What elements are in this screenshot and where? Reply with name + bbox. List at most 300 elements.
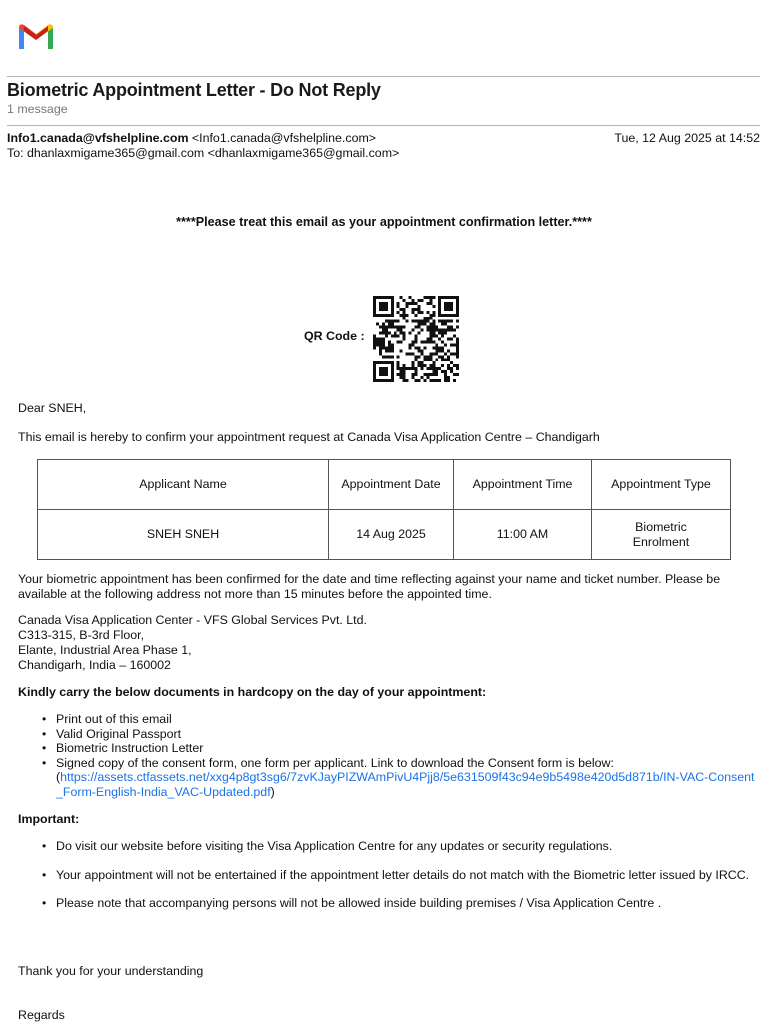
qr-module [453,343,456,346]
qr-module [426,311,429,314]
table-row [38,510,731,560]
qr-module [429,317,432,320]
qr-module [412,364,415,367]
qr-module [444,302,447,305]
qr-module [438,349,441,352]
qr-module [447,326,450,329]
qr-module [432,379,435,382]
qr-module [456,296,459,299]
qr-module [444,343,447,346]
qr-module [420,329,423,332]
qr-module [385,296,388,299]
list-item: • Biometric Instruction Letter [18,741,758,756]
qr-module [400,326,403,329]
qr-module [382,338,385,341]
qr-module [388,323,391,326]
qr-module [379,340,382,343]
qr-module [432,335,435,338]
qr-module [415,358,418,361]
qr-module [447,314,450,317]
qr-module [417,355,420,358]
qr-module [438,305,441,308]
qr-module [388,343,391,346]
qr-module [397,355,400,358]
qr-module [441,346,444,349]
centre-address [18,613,367,673]
qr-module [388,355,391,358]
qr-module [376,340,379,343]
qr-module [373,373,376,376]
qr-module [379,302,382,305]
qr-module [379,349,382,352]
qr-module [379,373,382,376]
address-line: Elante, Industrial Area Phase 1, [18,643,192,657]
qr-module [432,340,435,343]
qr-module [382,332,385,335]
qr-module [382,296,385,299]
table-header: Appointment Time [454,460,592,510]
qr-module [376,296,379,299]
qr-module [385,367,388,370]
qr-module [456,305,459,308]
qr-module [423,340,426,343]
qr-module [435,358,438,361]
sender-line [7,131,376,145]
qr-module [426,329,429,332]
qr-module [435,343,438,346]
qr-module [412,311,415,314]
qr-module [435,379,438,382]
address-line: C313-315, B-3rd Floor, [18,628,145,642]
email-date: Tue, 12 Aug 2025 at 14:52 [614,131,760,145]
subject-divider [7,125,760,126]
qr-module [406,379,409,382]
qr-module [435,367,438,370]
qr-module [456,311,459,314]
qr-module [409,332,412,335]
consent-text: Signed copy of the consent form, one form per applicant. Link to download the Consent form is below: [56,755,614,770]
qr-module [415,308,418,311]
qr-module [429,340,432,343]
qr-module [441,364,444,367]
qr-module [435,335,438,338]
qr-module [373,370,376,373]
qr-module [456,367,459,370]
qr-module [400,349,403,352]
qr-module [382,326,385,329]
qr-module [412,302,415,305]
qr-module [412,299,415,302]
qr-module [432,323,435,326]
qr-module [429,314,432,317]
qr-module [435,370,438,373]
qr-module [456,352,459,355]
qr-module [415,326,418,329]
qr-module [415,340,418,343]
qr-module [391,346,394,349]
qr-module [456,364,459,367]
qr-module [444,323,447,326]
qr-module [420,349,423,352]
qr-module [444,308,447,311]
qr-module [391,314,394,317]
gmail-logo-icon [16,20,56,52]
qr-module [423,296,426,299]
qr-module [447,296,450,299]
qr-module [403,299,406,302]
qr-module [447,305,450,308]
qr-module [432,373,435,376]
qr-module [379,379,382,382]
qr-module [426,302,429,305]
qr-module [415,367,418,370]
qr-module [420,299,423,302]
qr-module [447,355,450,358]
qr-module [379,370,382,373]
qr-module [426,338,429,341]
qr-module [373,340,376,343]
qr-module [385,302,388,305]
list-item: • Your appointment will not be entertained if the appointment letter details do not match with the Biometric letter issued by IRCC. [18,868,758,883]
qr-module [385,355,388,358]
qr-module [444,376,447,379]
qr-module [435,329,438,332]
qr-module [394,320,397,323]
qr-module [397,367,400,370]
qr-module [373,305,376,308]
table-header-row [38,460,731,510]
qr-module [456,299,459,302]
qr-module [438,367,441,370]
qr-module [391,370,394,373]
documents-list [18,712,758,800]
qr-module [412,373,415,376]
qr-module [412,320,415,323]
qr-module [426,373,429,376]
qr-module [373,335,376,338]
qr-module [379,352,382,355]
qr-module [429,364,432,367]
qr-module [406,352,409,355]
qr-module [441,320,444,323]
qr-module [453,314,456,317]
qr-module [438,346,441,349]
qr-module [441,296,444,299]
qr-module [388,296,391,299]
qr-module [412,367,415,370]
qr-module [379,305,382,308]
qr-module [412,329,415,332]
qr-module [450,343,453,346]
qr-module [426,355,429,358]
qr-module [382,355,385,358]
qr-module [435,346,438,349]
qr-module [391,323,394,326]
qr-module [409,352,412,355]
qr-module [426,376,429,379]
qr-module [391,367,394,370]
qr-module [426,296,429,299]
qr-module [429,302,432,305]
qr-module [420,311,423,314]
qr-module [438,379,441,382]
qr-module [385,305,388,308]
qr-module [382,379,385,382]
qr-module [397,305,400,308]
qr-module [450,367,453,370]
qr-module [373,308,376,311]
list-item: • Do visit our website before visiting the Visa Application Centre for any updates or security regulations. [18,839,758,854]
header-divider [7,76,760,77]
qr-module [438,320,441,323]
qr-module [400,314,403,317]
qr-module [438,302,441,305]
qr-module [406,320,409,323]
qr-module [423,373,426,376]
qr-module [391,379,394,382]
qr-module [391,361,394,364]
qr-module [456,338,459,341]
qr-module [450,302,453,305]
qr-module [403,373,406,376]
address-line: Chandigarh, India – 160002 [18,658,171,672]
qr-module [391,302,394,305]
sender-name[interactable]: Info1.canada@vfshelpline.com [7,131,189,145]
qr-module [453,364,456,367]
confirmation-text: Your biometric appointment has been confirmed for the date and time reflecting against your name and ticket number. Please be available at the following address not more than 15 minutes before the appointed time. [18,572,721,601]
qr-module [456,314,459,317]
qr-module [382,305,385,308]
qr-module [400,373,403,376]
qr-module [397,364,400,367]
qr-module [450,352,453,355]
qr-module [406,305,409,308]
qr-module [385,320,388,323]
qr-module [426,317,429,320]
qr-module [379,308,382,311]
qr-module [453,335,456,338]
qr-module [423,320,426,323]
qr-module [382,340,385,343]
qr-module [397,302,400,305]
qr-module [379,346,382,349]
qr-module [423,323,426,326]
qr-module [415,370,418,373]
qr-module [373,367,376,370]
qr-module [453,373,456,376]
qr-module [441,335,444,338]
qr-module [438,308,441,311]
qr-module [406,314,409,317]
qr-module [447,367,450,370]
qr-module [426,320,429,323]
qr-module [444,379,447,382]
qr-module [394,335,397,338]
qr-module [441,329,444,332]
qr-module [385,370,388,373]
qr-module [429,352,432,355]
qr-module [388,349,391,352]
qr-module [420,367,423,370]
qr-module [388,346,391,349]
qr-module [432,320,435,323]
qr-module [423,355,426,358]
qr-module [438,311,441,314]
important-heading: Important: [18,812,80,826]
thanks-text: Thank you for your understanding [18,964,204,978]
address-line: Canada Visa Application Center - VFS Global Services Pvt. Ltd. [18,613,367,627]
qr-module [417,349,420,352]
qr-module [429,373,432,376]
qr-module [415,314,418,317]
qr-module [412,361,415,364]
qr-module [403,332,406,335]
qr-module [391,320,394,323]
qr-module [382,373,385,376]
qr-module [388,379,391,382]
qr-module [420,364,423,367]
qr-module [456,308,459,311]
qr-module [450,314,453,317]
qr-module [382,361,385,364]
qr-module [391,326,394,329]
qr-module [403,326,406,329]
qr-module [441,323,444,326]
qr-module [403,370,406,373]
qr-module [379,314,382,317]
qr-module [400,370,403,373]
qr-module [441,355,444,358]
qr-module [373,302,376,305]
qr-module [456,346,459,349]
qr-module [426,326,429,329]
qr-module [456,340,459,343]
qr-module [444,296,447,299]
qr-module [397,335,400,338]
qr-module [444,352,447,355]
qr-module [409,296,412,299]
qr-module [409,367,412,370]
qr-module [447,320,450,323]
list-item-consent: • Signed copy of the consent form, one form per applicant. Link to download the Consent form is below: (https://assets.ctfassets.net/xxg4p8gt3sg6/7zvKJayPIZWAmPivU4Pjj8/5e631509f43c94e9b5498e420d5d871b/IN-VAC-Consent_Form-English-India_VAC-Updated.pdf) [18,756,758,800]
qr-module [400,296,403,299]
qr-module [432,296,435,299]
qr-module [429,299,432,302]
qr-module [385,335,388,338]
qr-module [441,358,444,361]
qr-module [432,305,435,308]
qr-module [420,340,423,343]
qr-module [373,343,376,346]
qr-module [391,373,394,376]
qr-module [426,358,429,361]
qr-module [415,335,418,338]
table-header: Appointment Date [329,460,454,510]
appointment-table [37,459,731,560]
table-header: Appointment Type [592,460,731,510]
qr-module [373,299,376,302]
qr-module [423,379,426,382]
consent-form-link[interactable]: https://assets.ctfassets.net/xxg4p8gt3sg6/7zvKJayPIZWAmPivU4Pjj8/5e631509f43c94e9b5498e420d5d871b/IN-VAC-Consent_Form-English-India_VAC-Updated.pdf [56,770,755,799]
qr-module [417,326,420,329]
qr-module [385,314,388,317]
qr-module [447,338,450,341]
qr-module [385,308,388,311]
qr-module [441,314,444,317]
qr-module [415,338,418,341]
qr-module [379,296,382,299]
qr-module [382,367,385,370]
qr-module [388,361,391,364]
qr-module [388,314,391,317]
qr-module [391,305,394,308]
qr-module [388,320,391,323]
qr-module [412,308,415,311]
qr-module [403,338,406,341]
qr-module [438,355,441,358]
qr-module [423,346,426,349]
qr-module [435,373,438,376]
qr-module [432,361,435,364]
qr-module [432,326,435,329]
qr-module [391,311,394,314]
table-cell: 11:00 AM [454,510,592,560]
qr-module [373,346,376,349]
qr-module [444,320,447,323]
qr-module [420,376,423,379]
qr-module [379,338,382,341]
qr-module [429,296,432,299]
qr-module [417,379,420,382]
qr-module [447,308,450,311]
qr-module [412,376,415,379]
qr-module [382,302,385,305]
qr-module [412,343,415,346]
qr-module [403,314,406,317]
message-count: 1 message [7,102,68,116]
qr-module [444,305,447,308]
qr-module [426,367,429,370]
qr-module [415,302,418,305]
qr-module [429,367,432,370]
qr-module [403,335,406,338]
qr-module [400,367,403,370]
qr-module [441,332,444,335]
qr-module [444,358,447,361]
qr-module [403,364,406,367]
qr-module [388,332,391,335]
qr-module [376,343,379,346]
qr-module [444,329,447,332]
qr-module [429,335,432,338]
qr-module [376,379,379,382]
sender-address: <Info1.canada@vfshelpline.com> [191,131,377,145]
qr-module [394,332,397,335]
qr-module [385,349,388,352]
qr-module [415,346,418,349]
qr-module [432,329,435,332]
qr-module [453,379,456,382]
qr-module [435,349,438,352]
qr-module [450,338,453,341]
qr-module [403,311,406,314]
qr-module [447,329,450,332]
qr-module [391,364,394,367]
qr-module [415,320,418,323]
qr-module [385,379,388,382]
qr-module [409,346,412,349]
qr-module [435,352,438,355]
